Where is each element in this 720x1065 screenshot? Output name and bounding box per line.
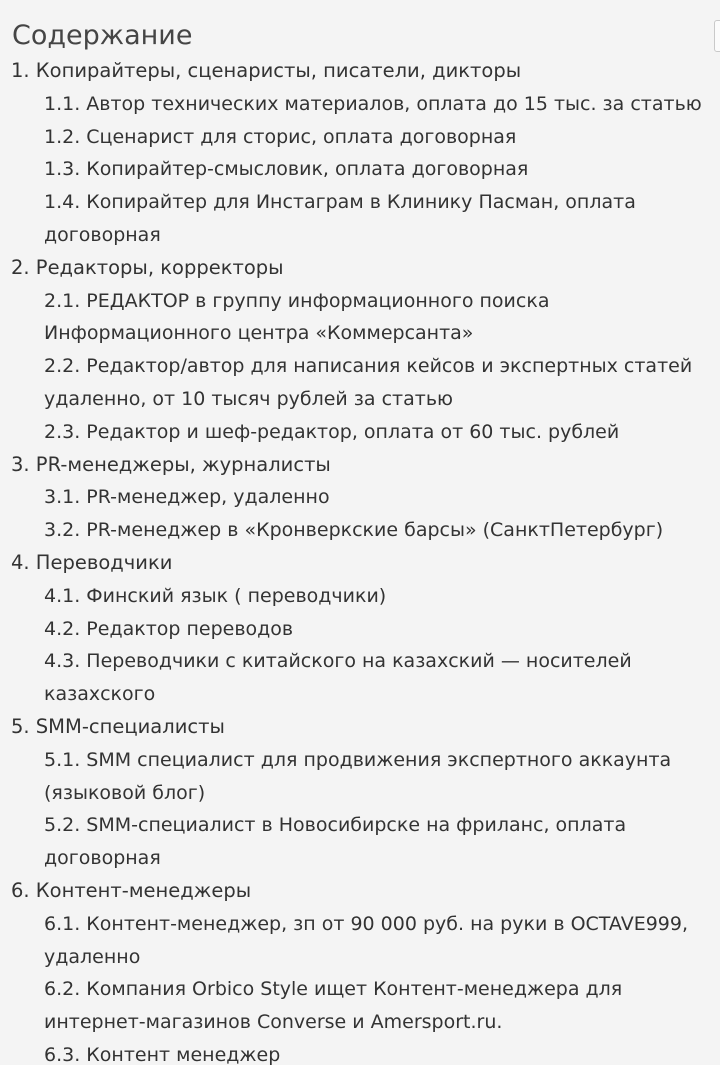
toc-section-link[interactable]: 4. Переводчики [11,550,173,574]
toc-title: Содержание [12,20,193,51]
toc-section-link[interactable]: 5. SMM-специалисты [11,714,225,738]
toc-section-link[interactable]: 2. Редакторы, корректоры [11,255,284,279]
toc-item-link[interactable]: 4.3. Переводчики с китайского на казахский — носителей казахского [44,650,632,706]
toc-item-link[interactable]: 6.3. Контент менеджер [44,1043,281,1065]
toc-section [0,547,720,711]
toc-section [0,449,720,547]
toc-section [0,55,720,252]
toc-item-link[interactable]: 4.1. Финский язык ( переводчики) [44,584,387,607]
toc-item-link[interactable]: 2.1. РЕДАКТОР в группу информационного поиска Информационного центра «Коммерсанта» [44,289,550,345]
toc-item-link[interactable]: 1.2. Сценарист для сторис, оплата договорная [44,125,517,148]
toc-item-link[interactable]: 3.2. PR-менеджер в «Кронверкские барсы» (СанктПетербург) [44,519,664,542]
toc-list [0,55,720,1065]
toc-section-link[interactable]: 3. PR-менеджеры, журналисты [11,452,331,476]
toc-item-link[interactable]: 4.2. Редактор переводов [44,617,294,640]
toc-section [0,252,720,449]
toc-item-link[interactable]: 2.2. Редактор/автор для написания кейсов и экспертных статей удаленно, от 10 тысяч рублей за статью [44,355,693,410]
toc-section-link[interactable]: 1. Копирайтеры, сценаристы, писатели, дикторы [11,59,522,82]
toc-item-link[interactable]: 5.2. SMM-специалист в Новосибирске на фриланс, оплата договорная [44,814,627,870]
toc-section [0,711,720,875]
toc-toggle-button[interactable] [714,20,720,52]
toc-item-link[interactable]: 1.3. Копирайтер-смысловик, оплата договорная [44,158,529,181]
toc-section-link[interactable]: 6. Контент-менеджеры [11,878,252,902]
toc-item-link[interactable]: 2.3. Редактор и шеф-редактор, оплата от 60 тыс. рублей [44,420,620,443]
toc-item-link[interactable]: 3.1. PR-менеджер, удаленно [44,486,330,509]
toc-section [0,875,720,1065]
toc-item-link[interactable]: 6.1. Контент-менеджер, зп от 90 000 руб. на руки в OCTAVE999, удаленно [44,912,689,968]
toc-item-link[interactable]: 1.1. Автор технических материалов, оплата до 15 тыс. за статью [44,92,702,115]
toc-item-link[interactable]: 6.2. Компания Orbico Style ищет Контент-менеджера для интернет-магазинов Converse и Amersport.ru. [44,978,623,1034]
toc-item-link[interactable]: 5.1. SMM специалист для продвижения экспертного аккаунта (языковой блог) [44,748,672,804]
toc-item-link[interactable]: 1.4. Копирайтер для Инстаграм в Клинику Пасман, оплата договорная [44,191,636,246]
